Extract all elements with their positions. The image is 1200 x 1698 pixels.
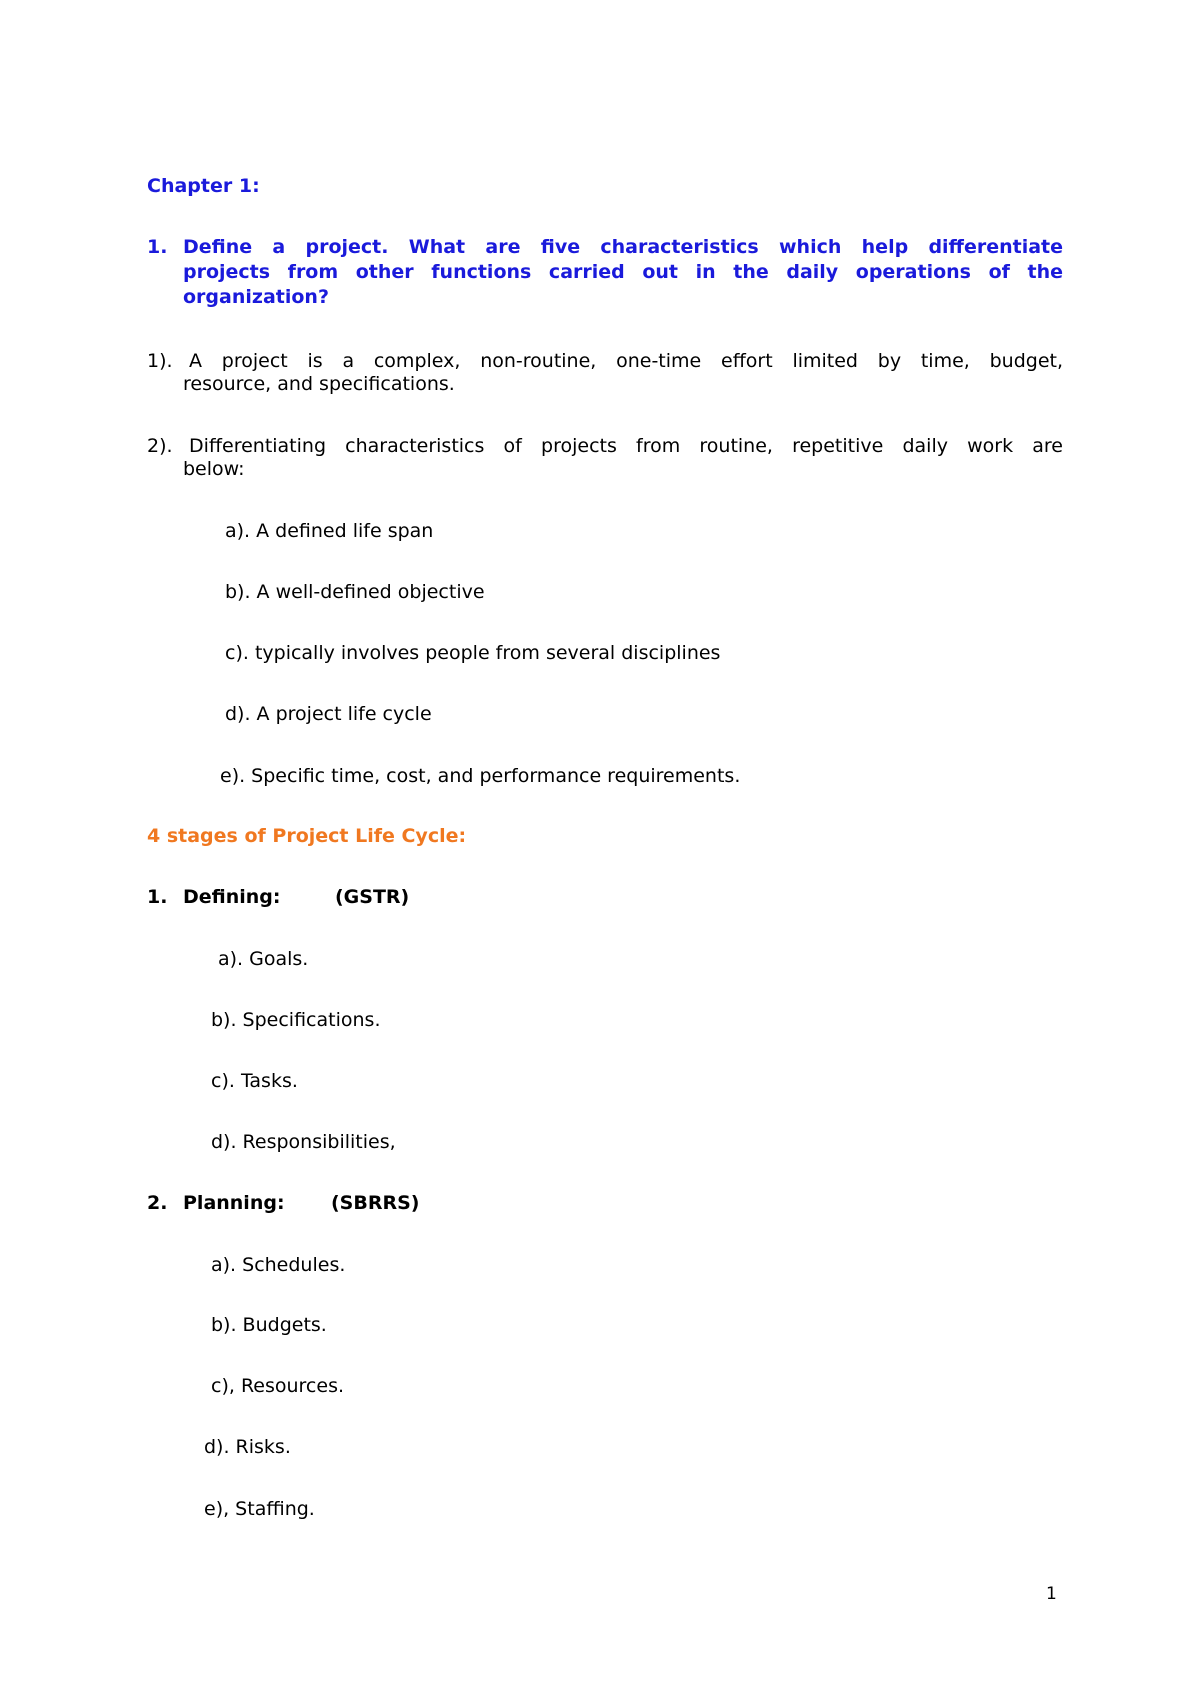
list-item: b). Budgets.: [211, 1314, 327, 1336]
list-item: c). Tasks.: [211, 1070, 298, 1092]
answer-line: A project is a complex, non-routine, one-time effort limited by time, budget,: [189, 350, 1063, 372]
section-heading: 4 stages of Project Life Cycle:: [147, 825, 467, 847]
answer-line: resource, and specifications.: [183, 373, 455, 395]
stage-acronym: (GSTR): [335, 886, 410, 908]
list-item: a). Schedules.: [211, 1254, 346, 1276]
list-item: b). Specifications.: [211, 1009, 381, 1031]
list-item: d). A project life cycle: [225, 703, 432, 725]
stage-name: Defining:: [183, 886, 281, 908]
stage-number: 2.: [147, 1192, 168, 1214]
answer-text: [189, 434, 1063, 459]
list-item: e). Specific time, cost, and performance requirements.: [220, 765, 741, 787]
chapter-title: Chapter 1:: [147, 175, 260, 197]
question-line: organization?: [183, 286, 329, 308]
question-number: 1.: [147, 236, 168, 258]
answer-line: below:: [183, 458, 245, 480]
question-line: projects from other functions carried out in the daily operations of the: [183, 261, 1063, 283]
list-item: c). typically involves people from several disciplines: [225, 642, 721, 664]
list-item: c), Resources.: [211, 1375, 345, 1397]
list-item: a). Goals.: [218, 948, 309, 970]
answer-line: Differentiating characteristics of projects from routine, repetitive daily work are: [189, 435, 1063, 457]
list-item: a). A defined life span: [225, 520, 434, 542]
stage-acronym: (SBRRS): [331, 1192, 420, 1214]
list-item: b). A well-defined objective: [225, 581, 485, 603]
answer-number: 1).: [147, 350, 173, 372]
answer-text: [189, 349, 1063, 374]
list-item: e), Staffing.: [204, 1498, 315, 1520]
page-number: 1: [1046, 1584, 1057, 1604]
answer-number: 2).: [147, 435, 173, 457]
stage-name: Planning:: [183, 1192, 285, 1214]
question-text: [183, 235, 1063, 310]
stage-number: 1.: [147, 886, 168, 908]
list-item: d). Responsibilities,: [211, 1131, 396, 1153]
question-line: Define a project. What are five characteristics which help differentiate: [183, 236, 1063, 258]
list-item: d). Risks.: [204, 1436, 291, 1458]
